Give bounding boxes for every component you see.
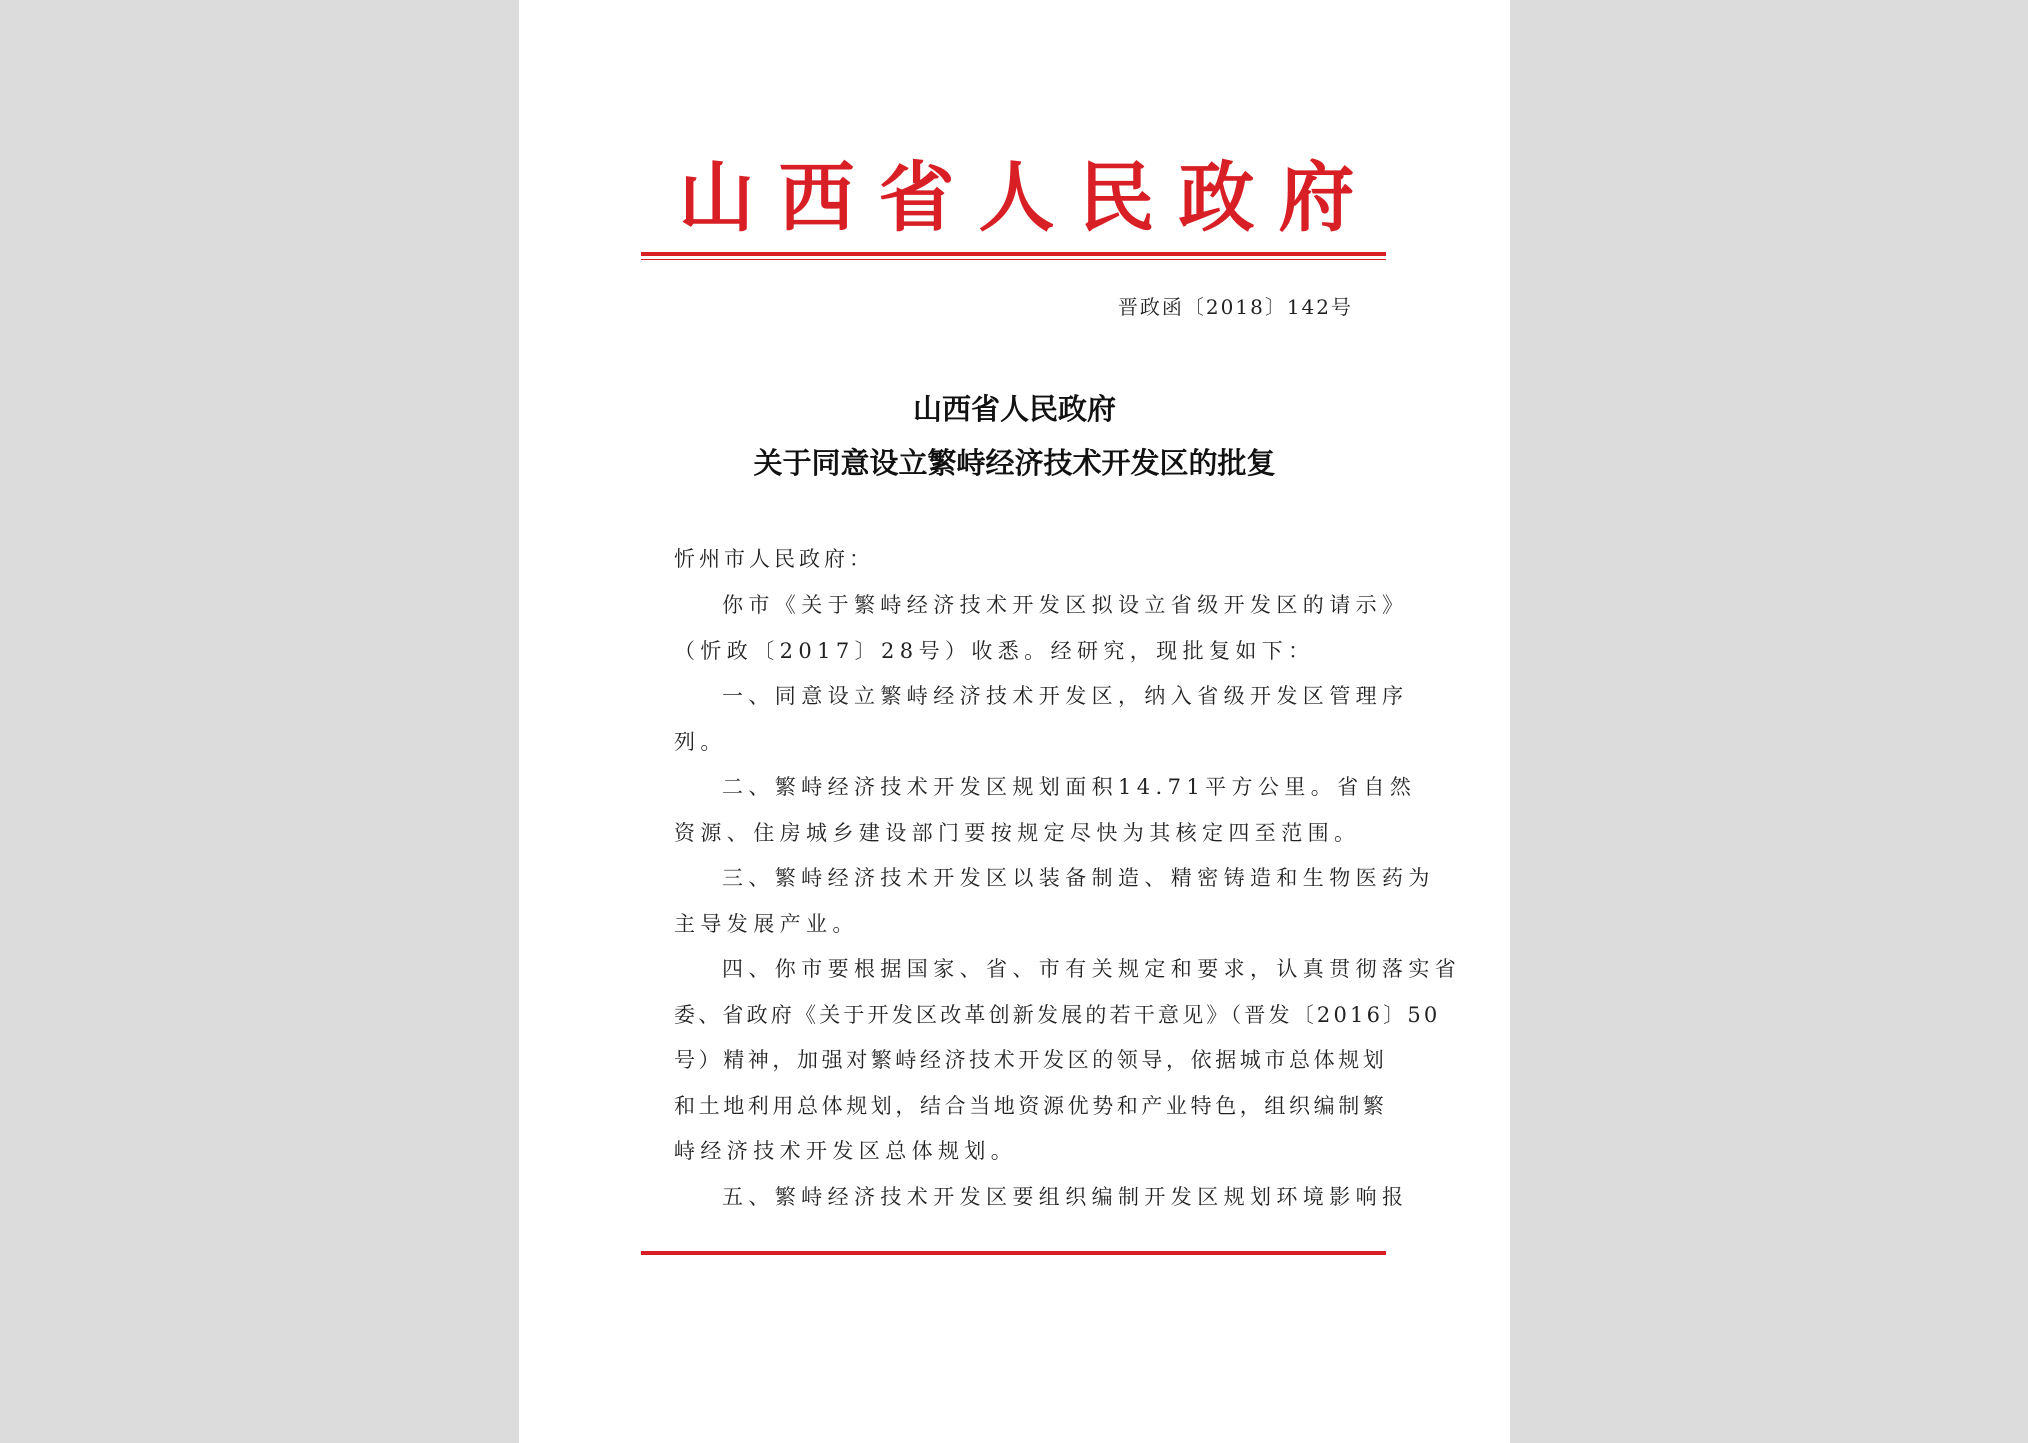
body-line: 和土地利用总体规划，结合当地资源优势和产业特色，组织编制繁 [674,1093,1388,1118]
body-line: 二、繁峙经济技术开发区规划面积14.71平方公里。省自然 [722,775,1417,799]
masthead-title: 山西省人民政府 [678,153,1379,242]
body-line: 号）精神，加强对繁峙经济技术开发区的领导，依据城市总体规划 [674,1048,1388,1072]
salutation: 忻州市人民政府： [674,547,874,571]
document-page [519,0,1510,1443]
document-title-line-1: 山西省人民政府 [912,392,1116,426]
body-line: 资源、住房城乡建设部门要按规定尽快为其核定四至范围。 [674,820,1361,845]
body-line: 峙经济技术开发区总体规划。 [674,1139,1018,1163]
masthead-rule-thin [641,259,1386,260]
masthead-rule-thick [641,252,1386,256]
body-line: 委、省政府《关于开发区改革创新发展的若干意见》（晋发〔2016〕50 [674,1002,1441,1027]
body-line: 主导发展产业。 [674,911,859,936]
body-line: 你市《关于繁峙经济技术开发区拟设立省级开发区的请示》 [722,593,1409,617]
body-line: 列。 [674,729,727,754]
body-line: 一、同意设立繁峙经济技术开发区，纳入省级开发区管理序 [722,684,1409,708]
body-text [674,583,1462,1220]
footer-rule [641,1251,1386,1255]
document-number: 晋政函〔2018〕142号 [1117,295,1353,319]
body-line: 四、你市要根据国家、省、市有关规定和要求，认真贯彻落实省 [722,957,1462,981]
body-line: 五、繁峙经济技术开发区要组织编制开发区规划环境影响报 [722,1184,1409,1209]
body-line: 三、繁峙经济技术开发区以装备制造、精密铸造和生物医药为 [722,866,1435,890]
body-line: （忻政〔2017〕28号）收悉。经研究，现批复如下： [674,638,1315,663]
document-title-line-2: 关于同意设立繁峙经济技术开发区的批复 [753,446,1276,480]
